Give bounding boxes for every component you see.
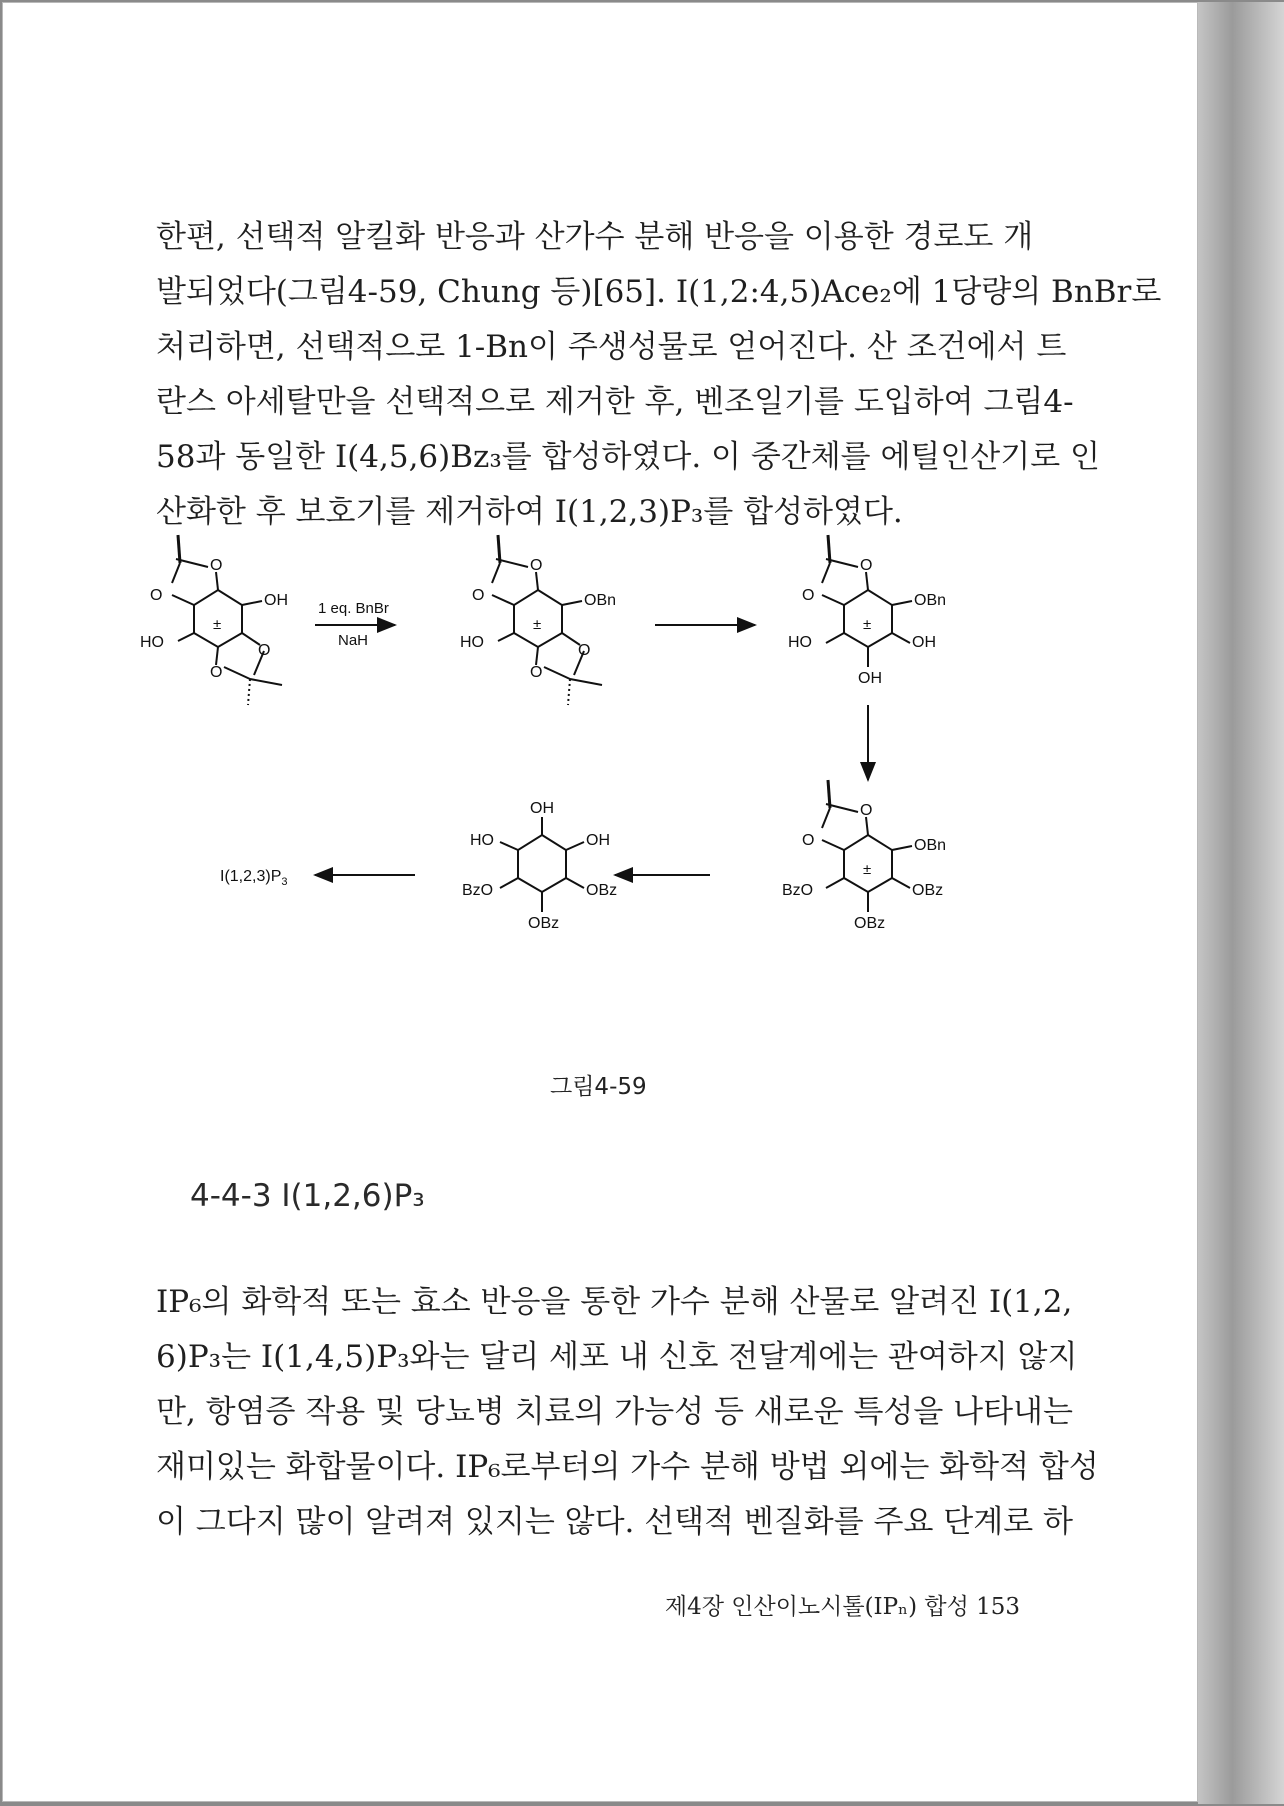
atom-label: HO: [470, 832, 494, 849]
compound-2-bonds: [492, 535, 602, 705]
atom-label: BzO: [782, 882, 814, 899]
text-line: 만, 항염증 작용 및 당뇨병 치료의 가능성 등 새로운 특성을 나타내는: [156, 1394, 1073, 1430]
atom-labels: [140, 557, 946, 932]
paragraph-top: [156, 210, 1162, 540]
atom-label: O: [530, 664, 543, 681]
text-line: 한편, 선택적 알킬화 반응과 산가수 분해 반응을 이용한 경로도 개: [156, 219, 1034, 255]
figure-caption: 그림4-59: [550, 1074, 647, 1100]
product-label: $I(1,2,3)P_3$: [220, 868, 288, 888]
text-line: 처리하면, 선택적으로 1-Bn이 주생성물로 얻어진다. 산 조건에서 트: [156, 329, 1067, 365]
text-line: IP₆의 화학적 또는 효소 반응을 통한 가수 분해 산물로 알려진 I(1,2,: [156, 1284, 1073, 1320]
atom-label: OH: [264, 592, 288, 609]
atom-label: OBz: [586, 882, 618, 899]
text-line: 발되었다(그림4-59, Chung 등)[65]. I(1,2:4,5)Ace₂에 1당량의 BnBr로: [156, 274, 1162, 310]
atom-label: OBn: [914, 837, 947, 854]
atom-label: ±: [533, 616, 542, 633]
atom-label: ±: [213, 616, 222, 633]
compound-3-bonds: [822, 535, 912, 667]
atom-label: HO: [788, 634, 812, 651]
atom-label: O: [258, 642, 271, 659]
atom-label: OH: [586, 832, 610, 849]
atom-label: OBn: [584, 592, 617, 609]
base-label: NaH: [338, 632, 369, 649]
compound-4-bonds: [822, 780, 912, 912]
atom-label: OBz: [854, 915, 886, 932]
atom-label: O: [860, 802, 873, 819]
compound-5-bonds: [500, 817, 584, 912]
running-footer: 제4장 인산이노시톨(IPₙ) 합성 153: [664, 1594, 1020, 1620]
compound-1-bonds: [172, 535, 282, 705]
atom-label: HO: [460, 634, 484, 651]
atom-label: OH: [912, 634, 936, 651]
section-heading: 4-4-3 I(1,2,6)P₃: [190, 1178, 425, 1214]
atom-label: O: [472, 587, 485, 604]
atom-label: O: [578, 642, 591, 659]
page-edge: [1198, 2, 1284, 1804]
reaction-scheme-svg: [140, 555, 1050, 1045]
atom-label: ±: [863, 616, 872, 633]
atom-label: OH: [530, 800, 554, 817]
text-line: 이 그다지 많이 알려져 있지는 않다. 선택적 벤질화를 주요 단계로 하: [156, 1504, 1073, 1540]
text-line: 산화한 후 보호기를 제거하여 I(1,2,3)P₃를 합성하였다.: [156, 494, 903, 530]
text-line: 란스 아세탈만을 선택적으로 제거한 후, 벤조일기를 도입하여 그림4-: [156, 384, 1074, 420]
text-line: 재미있는 화합물이다. IP₆로부터의 가수 분해 방법 외에는 화학적 합성: [156, 1449, 1099, 1485]
atom-label: OBz: [528, 915, 560, 932]
atom-label: O: [802, 832, 815, 849]
atom-label: O: [802, 587, 815, 604]
atom-label: OH: [858, 670, 882, 687]
reaction-scheme-figure: [140, 555, 1050, 1045]
atom-label: O: [150, 587, 163, 604]
atom-label: BzO: [462, 882, 494, 899]
atom-label: OBn: [914, 592, 947, 609]
text-line: 6)P₃는 I(1,4,5)P₃와는 달리 세포 내 신호 전달계에는 관여하지 않지: [156, 1339, 1078, 1375]
paragraph-bottom: [156, 1275, 1099, 1550]
atom-label: O: [530, 557, 543, 574]
atom-label: HO: [140, 634, 164, 651]
atom-label: O: [210, 664, 223, 681]
atom-label: O: [860, 557, 873, 574]
atom-label: ±: [863, 861, 872, 878]
text-line: 58과 동일한 I(4,5,6)Bz₃를 합성하였다. 이 중간체를 에틸인산기로 인: [156, 439, 1100, 475]
atom-label: OBz: [912, 882, 944, 899]
atom-label: O: [210, 557, 223, 574]
reagent-label: 1 eq. BnBr: [318, 600, 389, 617]
